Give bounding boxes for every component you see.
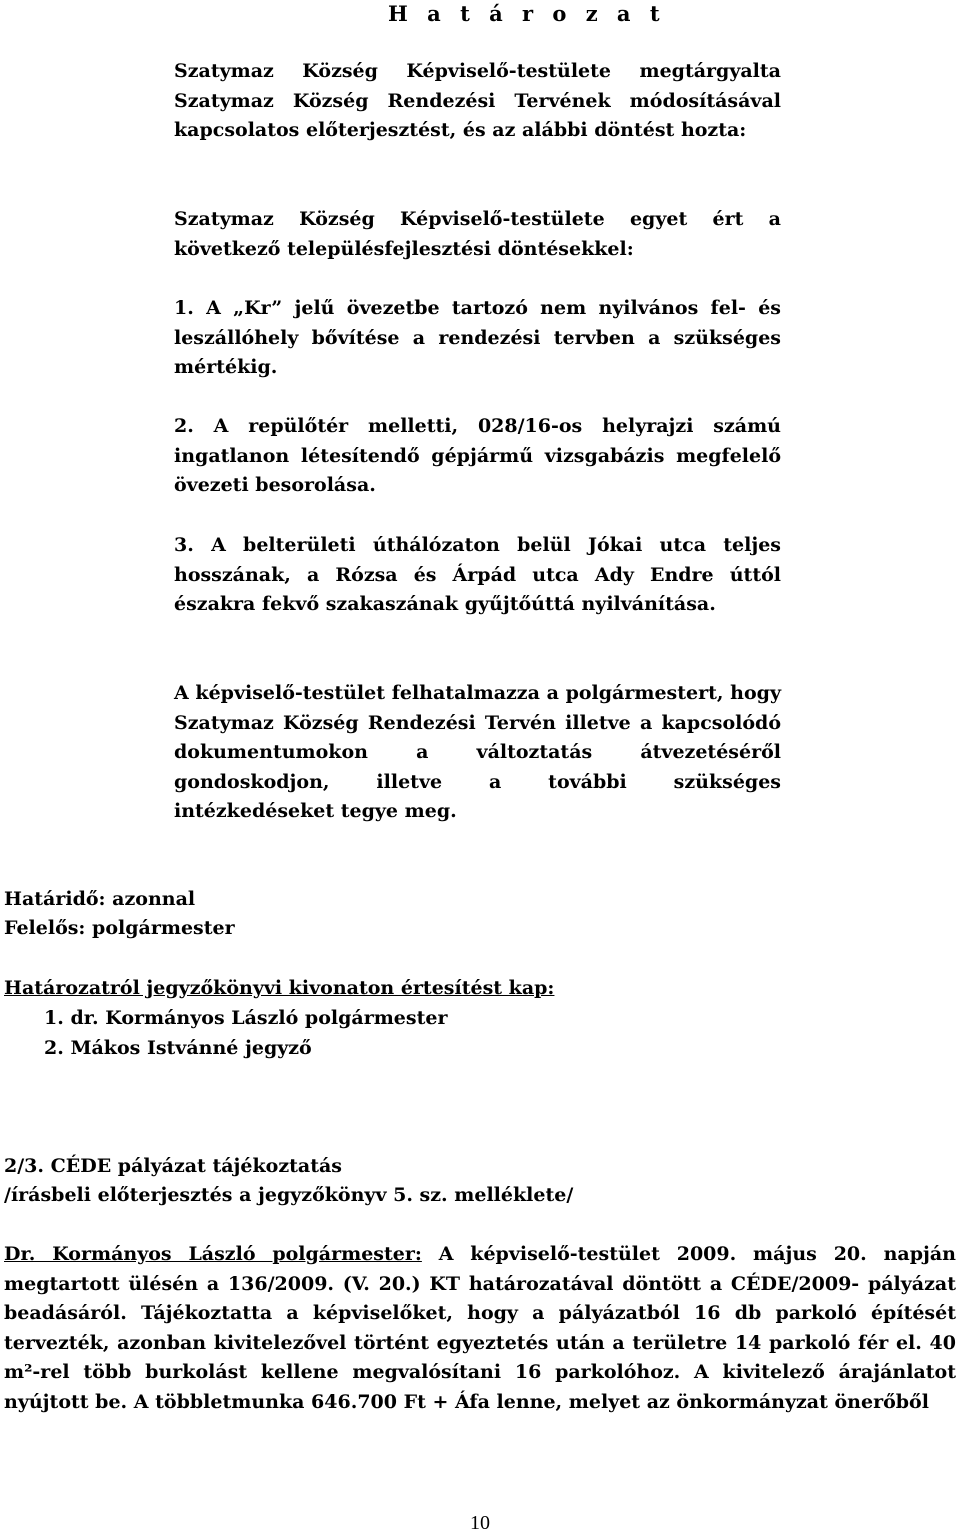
notify-heading-text: Határozatról jegyzőkönyvi kivonaton értesítést kap: xyxy=(4,977,555,999)
responsible-line: Felelős: polgármester xyxy=(4,917,235,939)
section-body-text: A képviselő-testület 2009. május 20. napján megtartott ülésén a 136/2009. (V. 20.) KT határozatával döntött a CÉDE/2009- pályázat beadásáról. Tájékoztatta a képviselőket, hogy a pályázatból 16 db parkoló építését tervezték, azonban kivitelezővel történt egyeztetés után a területre 14 parkoló fér el. 40 m²-rel több burkolást kellene megvalósítani 16 parkolóhoz. A kivitelező árajánlatot nyújtott be. A többletmunka 646.700 Ft + Áfa lenne, melyet az önkormányzat önerőből xyxy=(4,1243,956,1413)
authorization-paragraph: A képviselő-testület felhatalmazza a polgármestert, hogy Szatymaz Község Rendezési Tervén illetve a kapcsolódó dokumentumokon a változtatás átvezetéséről gondoskodjon, illetve a további szükséges intézkedéseket tegye meg. xyxy=(174,682,781,822)
decision-item-1: 1. A „Kr” jelű övezetbe tartozó nem nyilvános fel- és leszállóhely bővítése a rendezési tervben a szükséges mértékig. xyxy=(174,297,781,378)
decision-item-3: 3. A belterületi úthálózaton belül Jókai utca teljes hosszának, a Rózsa és Árpád utca Ady Endre úttól északra fekvő szakaszának gyűjtőúttá nyilvánítása. xyxy=(174,534,781,615)
speaker-name: Dr. Kormányos László polgármester: xyxy=(4,1243,422,1265)
recipient-item: 2. Mákos Istvánné jegyző xyxy=(44,1036,312,1059)
resolution-intro: Szatymaz Község Képviselő-testülete megtárgyalta Szatymaz Község Rendezési Tervének módosításával kapcsolatos előterjesztést, és az alábbi döntést hozta: xyxy=(174,60,781,141)
deadline-line: Határidő: azonnal xyxy=(4,888,196,910)
decision-intro: Szatymaz Község Képviselő-testülete egyet ért a következő településfejlesztési döntésekkel: xyxy=(174,208,781,260)
document-title: H a t á r o z a t xyxy=(388,1,666,26)
section-title: 2/3. CÉDE pályázat tájékoztatás xyxy=(4,1155,342,1177)
decision-item-2: 2. A repülőtér melletti, 028/16-os helyrajzi számú ingatlanon létesítendő gépjármű vizsgabázis megfelelő övezeti besorolása. xyxy=(174,415,781,496)
notify-heading xyxy=(4,974,956,1004)
recipient-list xyxy=(44,1004,447,1063)
recipient-item: 1. dr. Kormányos László polgármester xyxy=(44,1007,448,1029)
section-subtitle: /írásbeli előterjesztés a jegyzőkönyv 5. sz. melléklete/ xyxy=(4,1184,574,1206)
page-number: 10 xyxy=(470,1512,490,1534)
section-body xyxy=(4,1240,956,1417)
